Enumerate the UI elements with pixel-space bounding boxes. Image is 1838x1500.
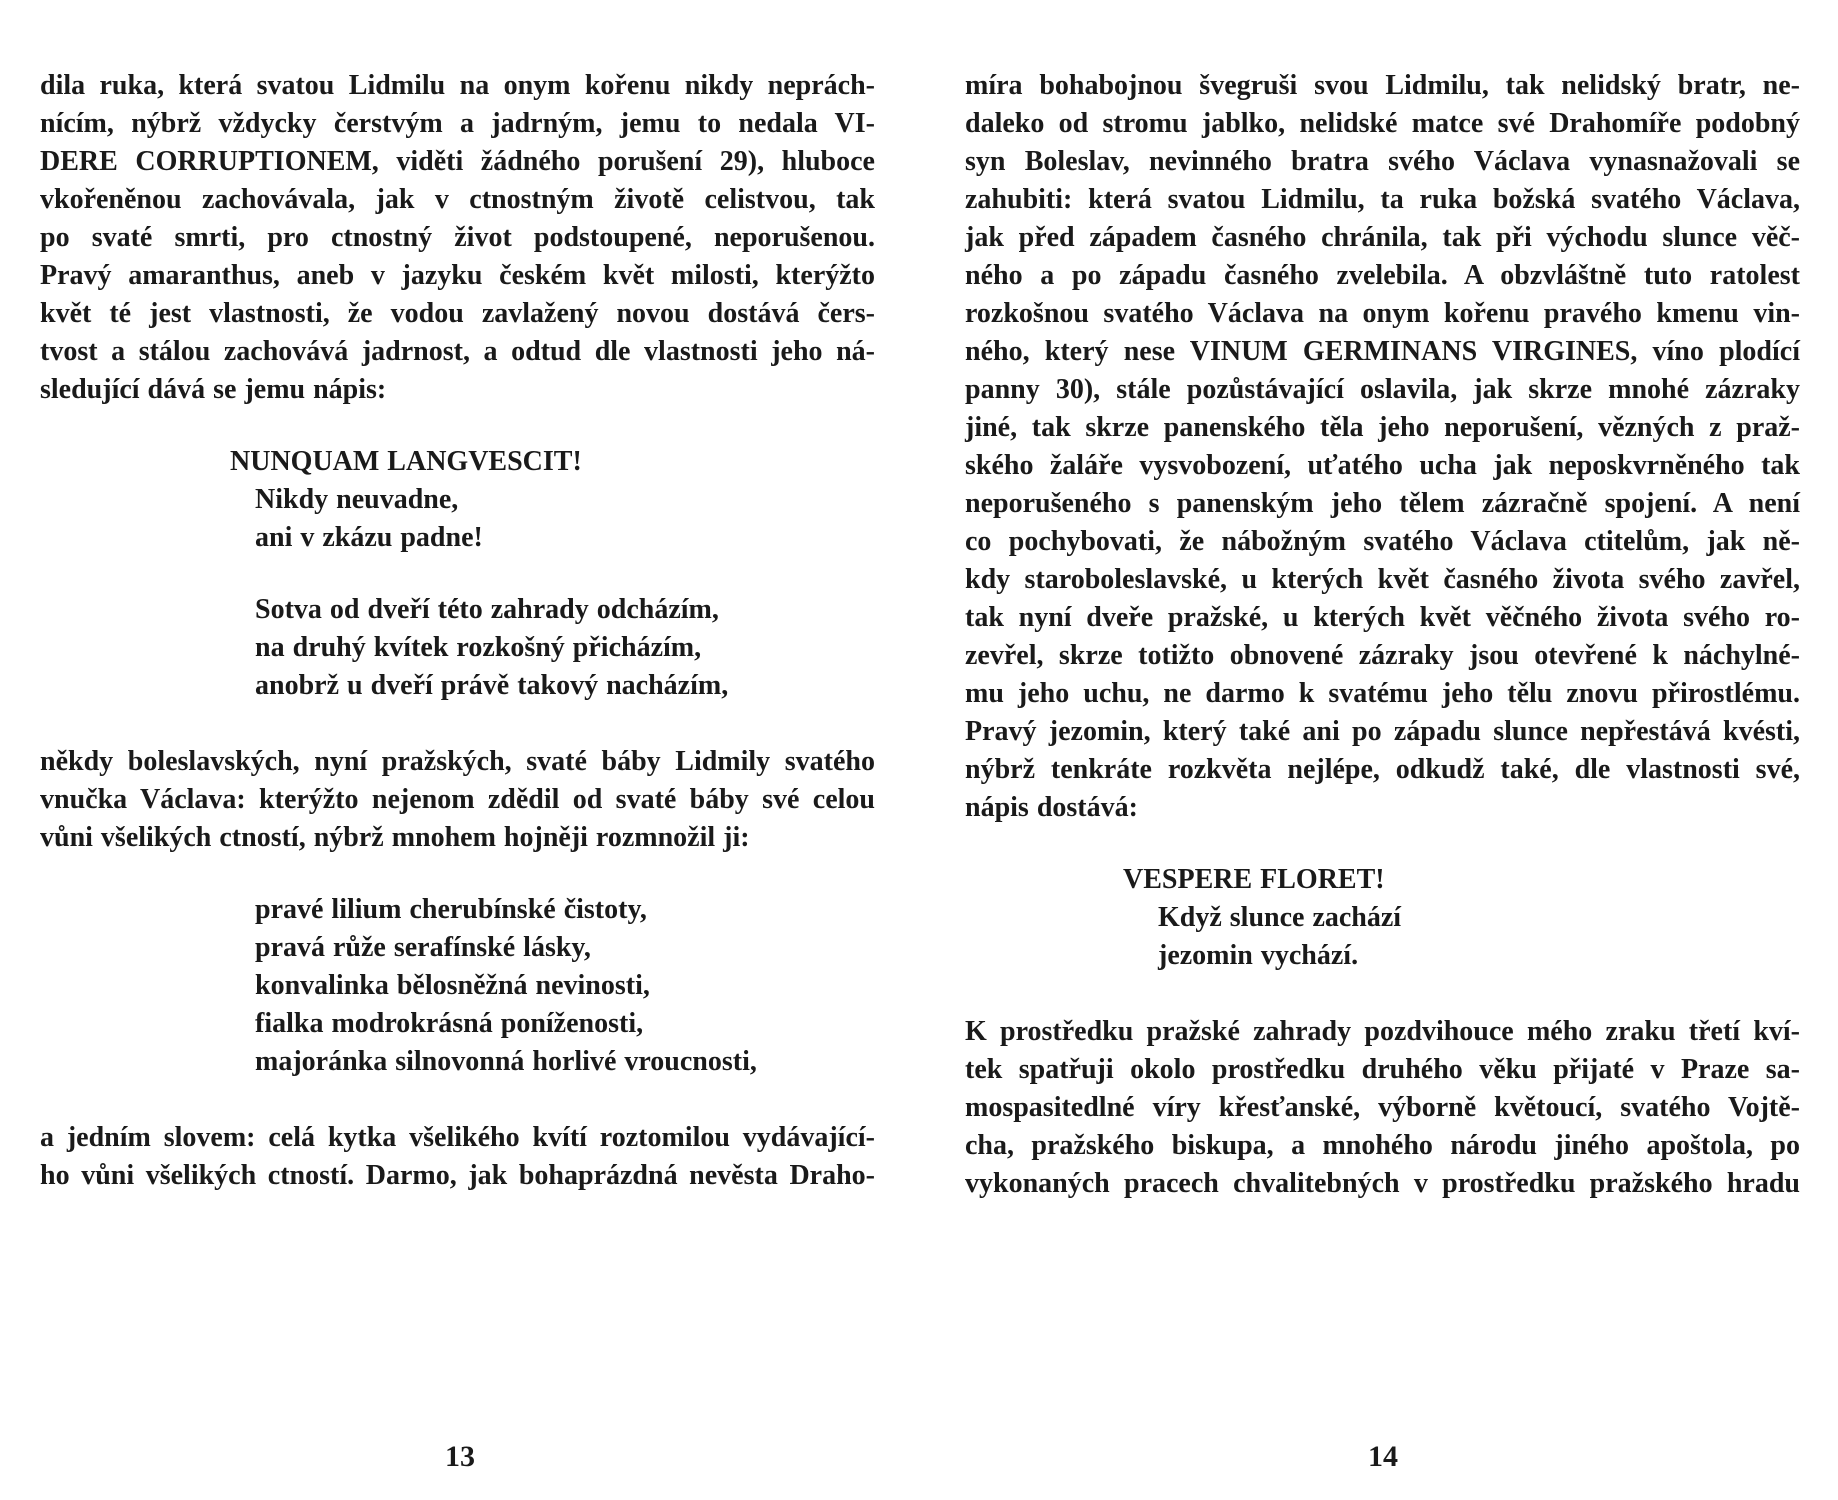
- page-number: 13: [445, 1440, 475, 1473]
- text-line: neporušeného s panenským jeho tělem zázračně spojení. A není: [965, 488, 1800, 519]
- verse-line: anobrž u dveří právě takový nacházím,: [255, 670, 729, 701]
- text-line: nápis dostává:: [965, 792, 1138, 823]
- text-line: květ té jest vlastnosti, že vodou zavlažený novou dostává čers-: [40, 298, 875, 329]
- verse-line: Sotva od dveří této zahrady odcházím,: [255, 594, 719, 625]
- text-line: co pochybovati, že nábožným svatého Václava ctitelům, jak ně-: [965, 526, 1800, 557]
- verse-line: pravá růže serafínské lásky,: [255, 932, 591, 963]
- text-line: daleko od stromu jablko, nelidské matce své Drahomíře podobný: [965, 108, 1800, 139]
- page-number: 14: [1368, 1440, 1398, 1473]
- text-line: vnučka Václava: kterýžto nejenom zdědil od svaté báby své celou: [40, 784, 875, 815]
- motto-heading: VESPERE FLORET!: [1123, 864, 1385, 895]
- left-page: [40, 0, 875, 1500]
- verse-line: jezomin vychází.: [1158, 940, 1359, 971]
- text-line: tak nyní dveře pražské, u kterých květ věčného života svého ro-: [965, 602, 1800, 633]
- text-line: míra bohabojnou švegruši svou Lidmilu, tak nelidský bratr, ne-: [965, 70, 1800, 101]
- text-line: panny 30), stále pozůstávající oslavila, jak skrze mnohé zázraky: [965, 374, 1800, 405]
- text-line: jiné, tak skrze panenského těla jeho neporušení, vězných z praž-: [965, 412, 1800, 443]
- text-line: někdy boleslavských, nyní pražských, svaté báby Lidmily svatého: [40, 746, 875, 777]
- text-line: Pravý jezomin, který také ani po západu slunce nepřestává kvésti,: [965, 716, 1800, 747]
- text-line: ského žaláře vysvobození, uťatého ucha jak neposkvrněného tak: [965, 450, 1800, 481]
- text-line: DERE CORRUPTIONEM, viděti žádného porušení 29), hluboce: [40, 146, 875, 177]
- text-line: sledující dává se jemu nápis:: [40, 374, 387, 405]
- text-line: cha, pražského biskupa, a mnohého národu jiného apoštola, po: [965, 1130, 1800, 1161]
- text-line: kdy staroboleslavské, u kterých květ časného života svého zavřel,: [965, 564, 1800, 595]
- text-line: nýbrž tenkráte rozkvěta nejlépe, odkudž také, dle vlastnosti své,: [965, 754, 1800, 785]
- text-line: a jedním slovem: celá kytka všelikého kvítí roztomilou vydávající-: [40, 1122, 875, 1153]
- text-line: tek spatřuji okolo prostředku druhého věku přijaté v Praze sa-: [965, 1054, 1800, 1085]
- text-line: vykonaných pracech chvalitebných v prostředku pražského hradu: [965, 1168, 1800, 1199]
- text-line: vůni všelikých ctností, nýbrž mnohem hojněji rozmnožil ji:: [40, 822, 750, 853]
- verse-line: na druhý kvítek rozkošný přicházím,: [255, 632, 702, 663]
- verse-line: ani v zkázu padne!: [255, 522, 483, 553]
- text-line: syn Boleslav, nevinného bratra svého Václava vynasnažovali se: [965, 146, 1800, 177]
- text-line: dila ruka, která svatou Lidmilu na onym kořenu nikdy neprách-: [40, 70, 875, 101]
- text-line: K prostředku pražské zahrady pozdvihouce mého zraku třetí kví-: [965, 1016, 1800, 1047]
- text-line: po svaté smrti, pro ctnostný život podstoupené, neporušenou.: [40, 222, 875, 253]
- text-line: mu jeho uchu, ne darmo k svatému jeho tělu znovu přirostlému.: [965, 678, 1800, 709]
- text-line: Pravý amaranthus, aneb v jazyku českém květ milosti, kterýžto: [40, 260, 875, 291]
- verse-line: pravé lilium cherubínské čistoty,: [255, 894, 647, 925]
- text-line: nícím, nýbrž vždycky čerstvým a jadrným, jemu to nedala VI-: [40, 108, 875, 139]
- right-page: [965, 0, 1800, 1500]
- right-page-text: [965, 67, 1800, 1203]
- verse-line: Když slunce zachází: [1158, 902, 1402, 933]
- text-line: ného, který nese VINUM GERMINANS VIRGINES, víno plodící: [965, 336, 1800, 367]
- text-line: rozkošnou svatého Václava na onym kořenu pravého kmenu vin-: [965, 298, 1800, 329]
- text-line: zevřel, skrze totižto obnovené zázraky jsou otevřené k náchylné-: [965, 640, 1800, 671]
- text-line: ného a po západu časného zvelebila. A obzvláštně tuto ratolest: [965, 260, 1800, 291]
- text-line: ho vůni všelikých ctností. Darmo, jak bohaprázdná nevěsta Draho-: [40, 1160, 875, 1191]
- verse-line: fialka modrokrásná poníženosti,: [255, 1008, 644, 1039]
- text-line: vkořeněnou zachovávala, jak v ctnostným životě celistvou, tak: [40, 184, 875, 215]
- text-line: mospasitedlné víry křesťanské, výborně květoucí, svatého Vojtě-: [965, 1092, 1800, 1123]
- text-line: zahubiti: která svatou Lidmilu, ta ruka božská svatého Václava,: [965, 184, 1800, 215]
- text-line: jak před západem časného chránila, tak při východu slunce věč-: [965, 222, 1800, 253]
- verse-line: Nikdy neuvadne,: [255, 484, 459, 515]
- verse-line: konvalinka bělosněžná nevinosti,: [255, 970, 650, 1001]
- text-line: tvost a stálou zachovává jadrnost, a odtud dle vlastnosti jeho ná-: [40, 336, 875, 367]
- motto-heading: NUNQUAM LANGVESCIT!: [230, 446, 582, 477]
- left-page-text: [40, 67, 875, 1195]
- verse-line: majoránka silnovonná horlivé vroucnosti,: [255, 1046, 757, 1077]
